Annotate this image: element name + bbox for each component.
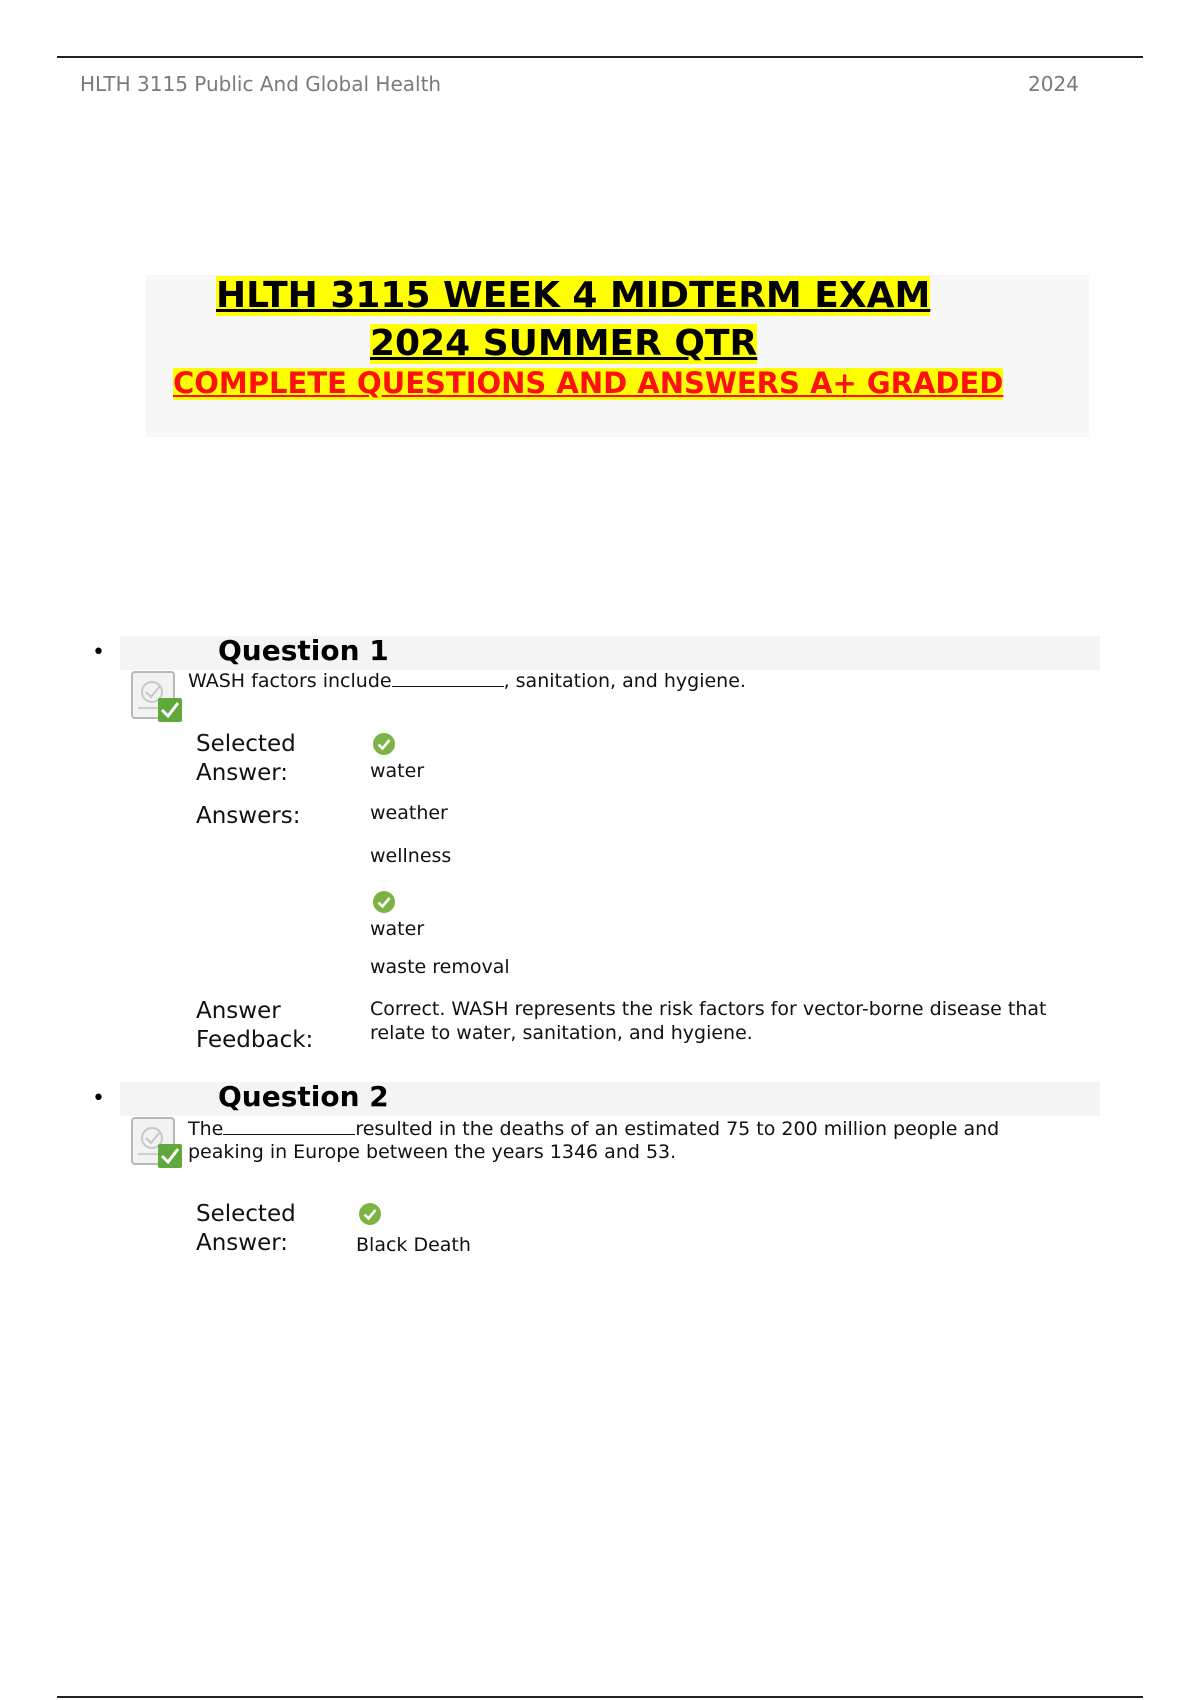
question-1-answer-option: weather — [370, 802, 448, 824]
question-2-text — [188, 1116, 1068, 1164]
question-1-title: Question 1 — [218, 634, 389, 667]
question-1-text — [188, 668, 1068, 693]
question-2-bullet: • — [92, 1086, 105, 1111]
header-rule — [57, 56, 1143, 58]
correct-check-icon — [372, 890, 396, 914]
question-2-text-before: The — [188, 1118, 224, 1140]
question-2-blank — [223, 1116, 355, 1135]
question-1-answer-option: wellness — [370, 845, 452, 867]
correct-check-icon — [372, 732, 396, 756]
question-2-selected-answer: Black Death — [356, 1234, 471, 1256]
question-1-feedback-label: Answer Feedback: — [196, 998, 314, 1053]
question-1-selected-label: Selected Answer: — [196, 731, 296, 786]
question-1-text-before: WASH factors include — [188, 670, 392, 692]
header-year: 2024 — [1028, 72, 1079, 96]
correct-check-icon — [358, 1202, 382, 1226]
question-1-answers-label: Answers: — [196, 803, 301, 829]
question-1-answer-option: water — [370, 918, 425, 940]
question-1-answer-option: waste removal — [370, 956, 510, 978]
question-1-bullet: • — [92, 640, 105, 665]
exam-term: 2024 SUMMER QTR — [370, 323, 758, 364]
question-1-text-after: , sanitation, and hygiene. — [503, 670, 746, 692]
graded-correct-icon — [130, 670, 184, 724]
question-2-selected-label: Selected Answer: — [196, 1201, 296, 1256]
question-1-blank — [392, 668, 504, 687]
question-1-feedback: Correct. WASH represents the risk factors for vector-borne disease that relate to water, sanitation, and hygiene. — [370, 998, 1047, 1044]
footer-rule — [57, 1696, 1143, 1698]
graded-correct-icon — [130, 1116, 184, 1170]
question-2-text-after: resulted in the deaths of an estimated 75 to 200 million people and peaking in Europe between the years 1346 and 53. — [188, 1118, 1000, 1163]
exam-title: HLTH 3115 WEEK 4 MIDTERM EXAM — [216, 275, 931, 316]
header-course: HLTH 3115 Public And Global Health — [80, 72, 442, 96]
question-2-title: Question 2 — [218, 1080, 389, 1113]
question-1-selected-answer: water — [370, 760, 425, 782]
exam-subtitle: COMPLETE QUESTIONS AND ANSWERS A+ GRADED — [173, 366, 1004, 400]
